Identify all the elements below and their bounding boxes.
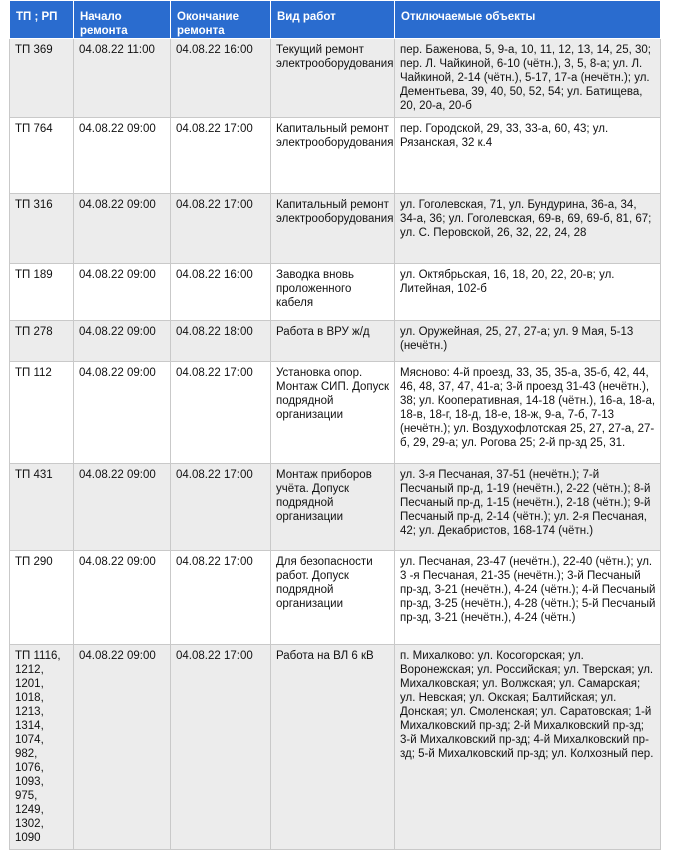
outage-table — [9, 0, 661, 850]
cell-end: 04.08.22 17:00 — [171, 464, 271, 551]
table-row — [10, 321, 661, 362]
cell-end: 04.08.22 17:00 — [171, 194, 271, 264]
table-row — [10, 464, 661, 551]
header-start: Начало ремонта — [74, 1, 171, 39]
cell-start: 04.08.22 09:00 — [74, 118, 171, 194]
table-row — [10, 194, 661, 264]
cell-tp: ТП 369 — [10, 39, 74, 118]
table-row — [10, 551, 661, 645]
cell-objects: п. Михалково: ул. Косогорская; ул. Воронежская; ул. Российская; ул. Тверская; ул. Михалковская; ул. Волжская; ул. Самарская; ул. Невская; ул. Окская; Балтийская; ул. Донская; ул. Смоленская; ул. Саратовская; 1-й Михалковский пр-зд; 2-й Михалковский пр-зд; 3-й Михалковский пр-зд; 4-й Михалковский пр-зд; 5-й Михалковский пр-зд; ул. Колхозный пер. — [395, 645, 661, 850]
cell-start: 04.08.22 09:00 — [74, 321, 171, 362]
cell-objects: пер. Баженова, 5, 9-а, 10, 11, 12, 13, 14, 25, 30; пер. Л. Чайкиной, 6-10 (чётн.), 3, 5, 8-а; ул. Л. Чайкиной, 2-14 (чётн.), 5-17, 17-а (нечётн.); ул. Дементьева, 39, 40, 50, 52, 54; ул. Батищева, 20, 20-а, 20-б — [395, 39, 661, 118]
cell-tp: ТП 290 — [10, 551, 74, 645]
cell-start: 04.08.22 11:00 — [74, 39, 171, 118]
cell-tp: ТП 1116, 1212, 1201, 1018, 1213, 1314, 1074, 982, 1076, 1093, 975, 1249, 1302, 1090 — [10, 645, 74, 850]
cell-start: 04.08.22 09:00 — [74, 464, 171, 551]
table-row — [10, 362, 661, 464]
cell-tp: ТП 431 — [10, 464, 74, 551]
header-objects: Отключаемые объекты — [395, 1, 661, 39]
cell-end: 04.08.22 16:00 — [171, 39, 271, 118]
cell-work: Работа на ВЛ 6 кВ — [271, 645, 395, 850]
table-row — [10, 264, 661, 321]
cell-end: 04.08.22 17:00 — [171, 118, 271, 194]
cell-objects: ул. Гоголевская, 71, ул. Бундурина, 36-а, 34, 34-а, 36; ул. Гоголевская, 69-в, 69, 69-б, 81, 67; ул. С. Перовской, 26, 32, 22, 24, 28 — [395, 194, 661, 264]
cell-work: Работа в ВРУ ж/д — [271, 321, 395, 362]
cell-objects: ул. Оружейная, 25, 27, 27-а; ул. 9 Мая, 5-13 (нечётн.) — [395, 321, 661, 362]
cell-start: 04.08.22 09:00 — [74, 362, 171, 464]
cell-tp: ТП 189 — [10, 264, 74, 321]
cell-tp: ТП 316 — [10, 194, 74, 264]
cell-start: 04.08.22 09:00 — [74, 645, 171, 850]
cell-end: 04.08.22 17:00 — [171, 362, 271, 464]
cell-work: Заводка вновь проложенного кабеля — [271, 264, 395, 321]
cell-tp: ТП 278 — [10, 321, 74, 362]
cell-work: Монтаж приборов учёта. Допуск подрядной организации — [271, 464, 395, 551]
cell-objects: ул. 3-я Песчаная, 37-51 (нечётн.); 7-й Песчаный пр-д, 1-19 (нечётн.), 2-22 (чётн.); 8-й Песчаный пр-д, 1-15 (нечётн.), 2-18 (чётн.); 9-й Песчаный пр-д, 2-14 (чётн.); ул. 2-я Песчаная, 42; ул. Декабристов, 168-174 (чётн.) — [395, 464, 661, 551]
cell-end: 04.08.22 17:00 — [171, 645, 271, 850]
cell-work: Текущий ремонт электрооборудования — [271, 39, 395, 118]
cell-end: 04.08.22 16:00 — [171, 264, 271, 321]
header-work: Вид работ — [271, 1, 395, 39]
cell-work: Капитальный ремонт электрооборудования — [271, 194, 395, 264]
table-row — [10, 39, 661, 118]
cell-objects: ул. Песчаная, 23-47 (нечётн.), 22-40 (чётн.); ул. 3 -я Песчаная, 21-35 (нечётн.); 3-й Песчаный пр-зд, 3-21 (нечётн.), 4-24 (чётн.); 4-й Песчаный пр-зд, 3-25 (нечётн.), 4-28 (чётн.); 5-й Песчаный пр-зд, 3-21 (нечётн.), 4-24 (чётн.) — [395, 551, 661, 645]
header-end: Окончание ремонта — [171, 1, 271, 39]
header-tp: ТП ; РП — [10, 1, 74, 39]
table-row — [10, 645, 661, 850]
table-row — [10, 118, 661, 194]
cell-work: Установка опор. Монтаж СИП. Допуск подрядной организации — [271, 362, 395, 464]
cell-objects: ул. Октябрьская, 16, 18, 20, 22, 20-в; ул. Литейная, 102-б — [395, 264, 661, 321]
cell-tp: ТП 764 — [10, 118, 74, 194]
cell-start: 04.08.22 09:00 — [74, 264, 171, 321]
cell-tp: ТП 112 — [10, 362, 74, 464]
cell-end: 04.08.22 18:00 — [171, 321, 271, 362]
cell-start: 04.08.22 09:00 — [74, 194, 171, 264]
cell-work: Для безопасности работ. Допуск подрядной организации — [271, 551, 395, 645]
cell-end: 04.08.22 17:00 — [171, 551, 271, 645]
table-header-row — [10, 1, 661, 39]
cell-start: 04.08.22 09:00 — [74, 551, 171, 645]
cell-work: Капитальный ремонт электрооборудования — [271, 118, 395, 194]
cell-objects: пер. Городской, 29, 33, 33-а, 60, 43; ул. Рязанская, 32 к.4 — [395, 118, 661, 194]
cell-objects: Мясново: 4-й проезд, 33, 35, 35-а, 35-б, 42, 44, 46, 48, 37, 47, 41-а; 3-й проезд 31-43 (нечётн.), 38; ул. Кооперативная, 14-18 (чётн.), 16-а, 18-а, 18-в, 18-г, 18-д, 18-е, 18-ж, 9-а, 7-б, 7-13 (нечётн.); ул. Воздухофлотская 25, 27, 27-а, 27-б, 29, 29-а; ул. Рогова 25; 2-й пр-зд 25, 31. — [395, 362, 661, 464]
